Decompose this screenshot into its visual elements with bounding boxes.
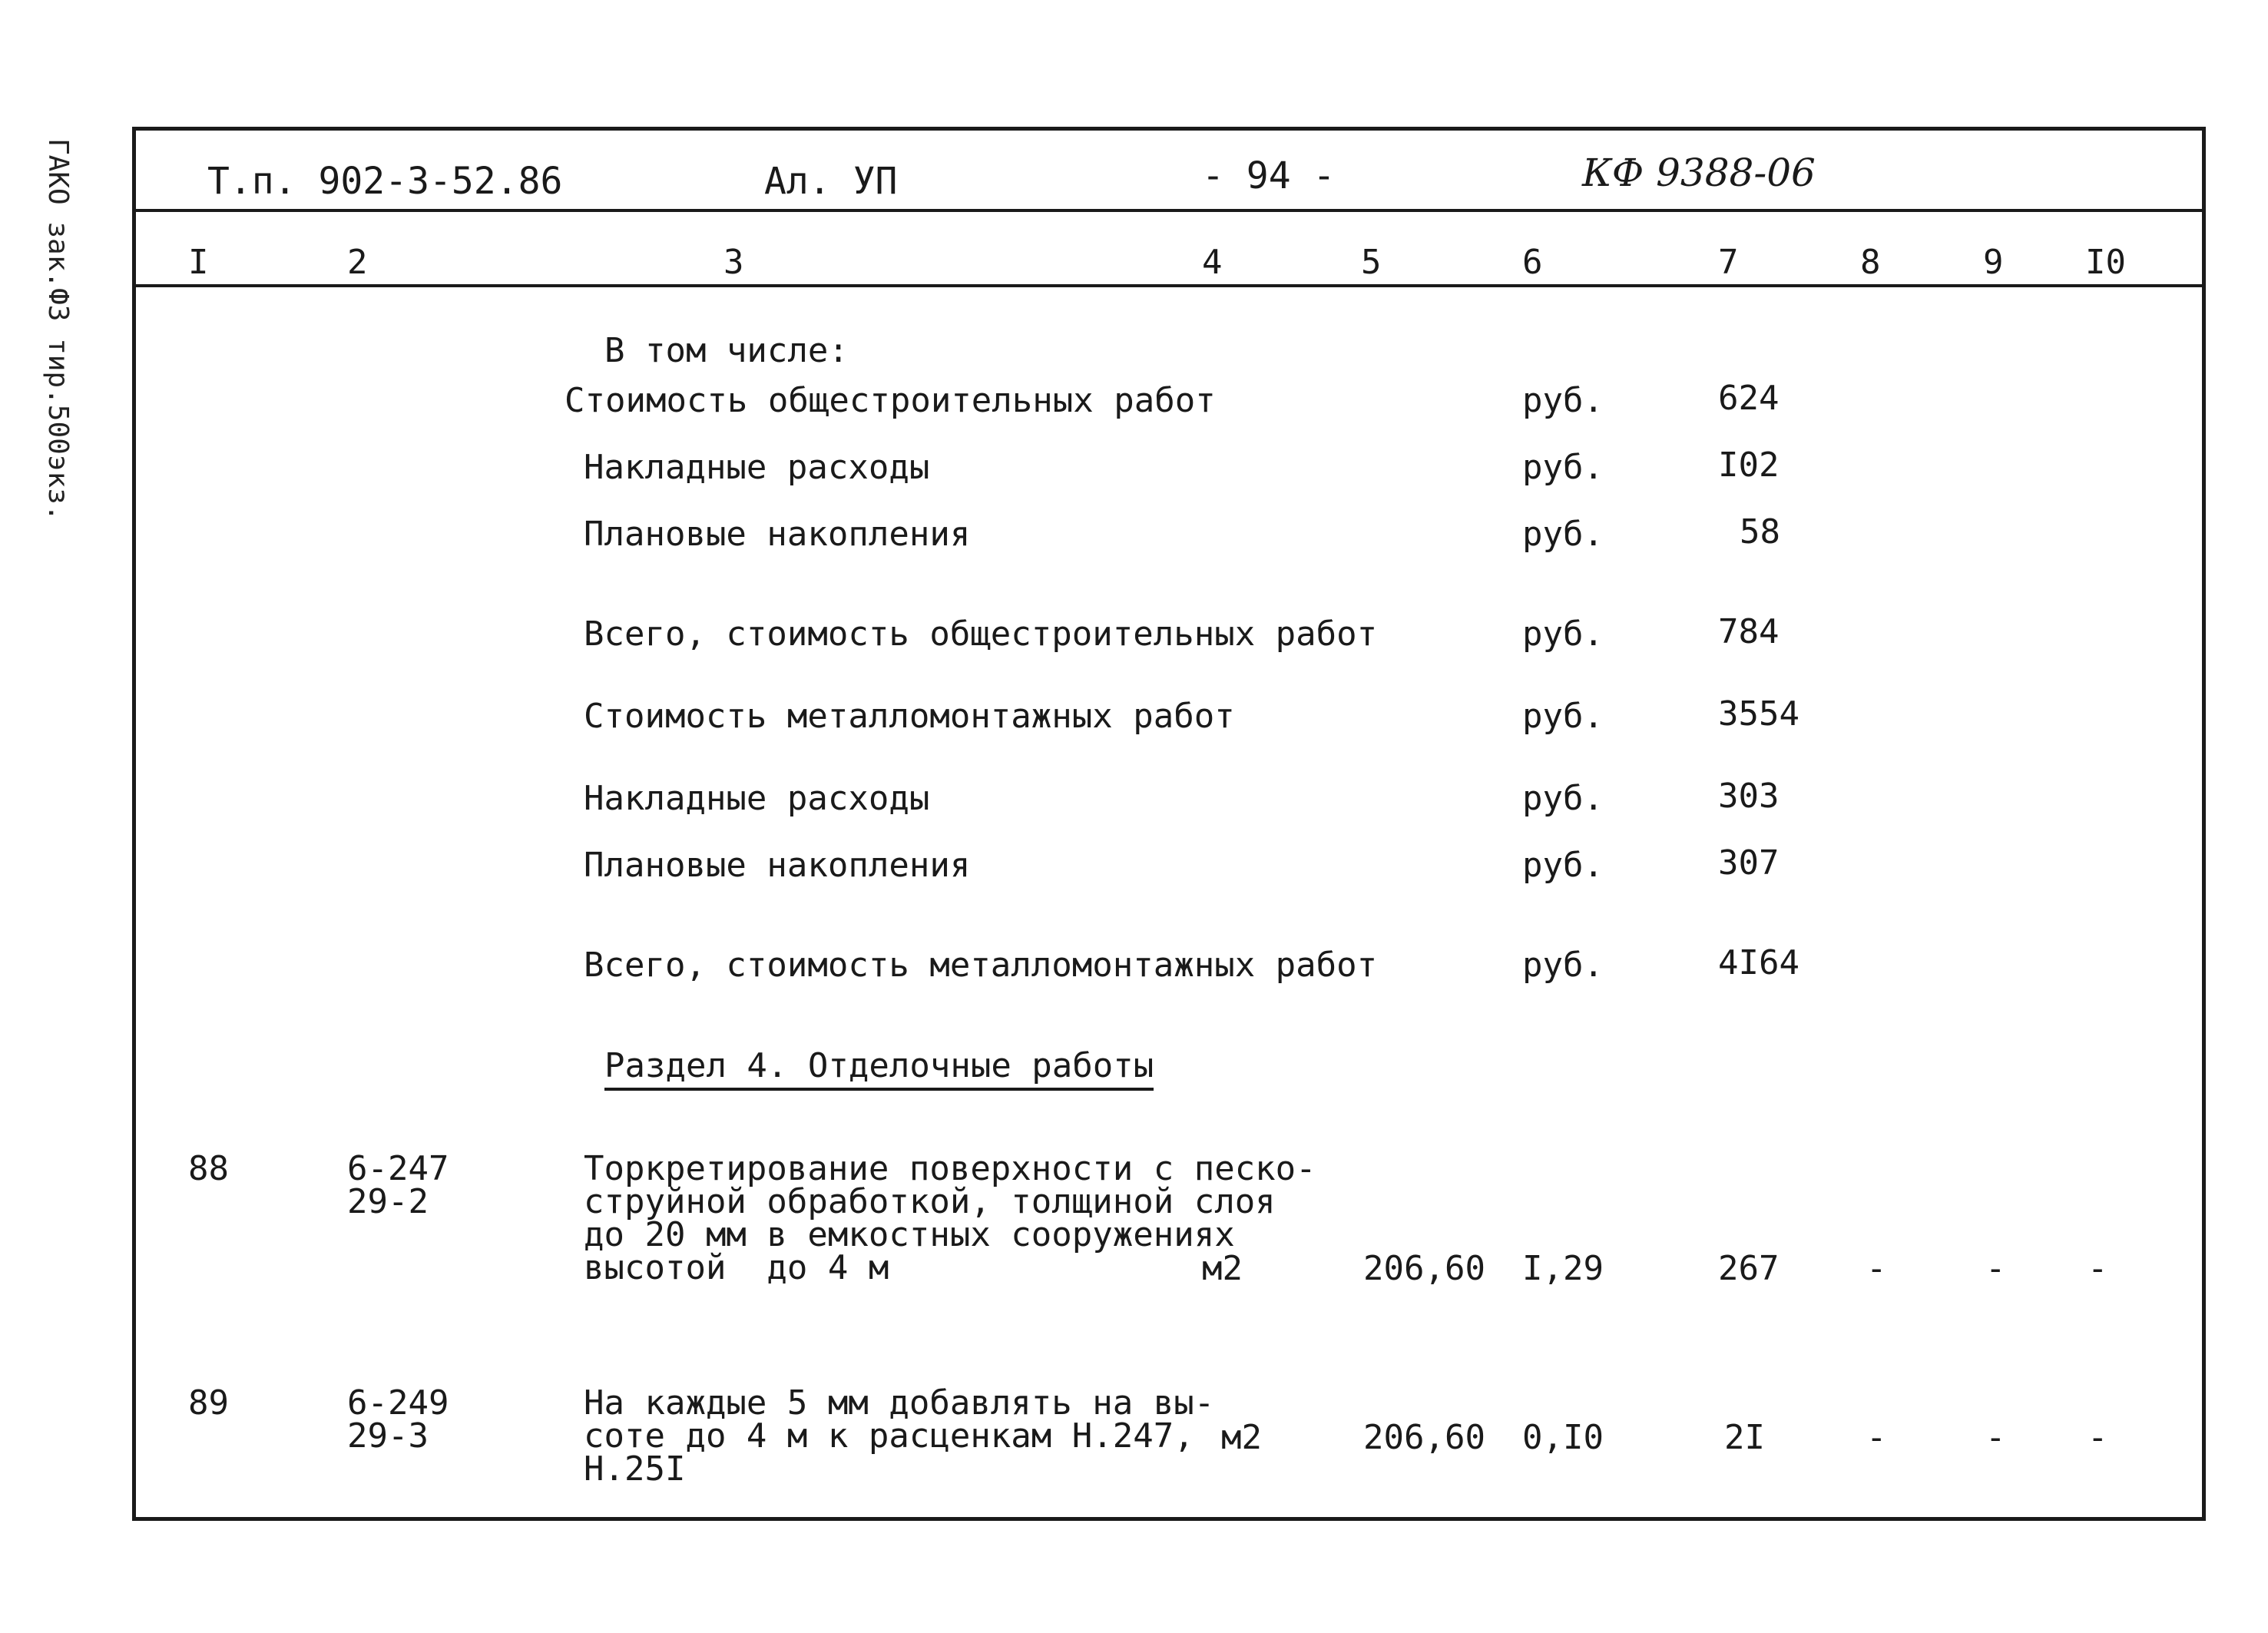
item-col8: - [1866, 1418, 1887, 1457]
summary-unit: руб. [1522, 614, 1604, 654]
item-price: I,29 [1522, 1249, 1604, 1288]
summary-value: I02 [1718, 446, 1780, 485]
col-1: I [188, 243, 209, 282]
page-number: - 94 - [1202, 154, 1336, 197]
item-unit: м2 [1221, 1418, 1262, 1457]
side-stamp: ГАКО зак.Ф3 тир.500экз. [42, 138, 74, 522]
summary-label: Накладные расходы [584, 448, 930, 487]
col-8: 8 [1860, 243, 1881, 282]
summary-label: Плановые накопления [584, 515, 971, 554]
summary-unit: руб. [1522, 846, 1604, 885]
form-frame [132, 127, 2206, 1521]
summary-label: Плановые накопления [584, 846, 971, 885]
columns-divider [132, 284, 2206, 287]
summary-value: 3554 [1718, 694, 1800, 734]
item-quantity: 206,60 [1363, 1249, 1485, 1288]
item-col9: - [1985, 1418, 2006, 1457]
col-4: 4 [1202, 243, 1223, 282]
item-total: 267 [1718, 1249, 1780, 1288]
summary-unit: руб. [1522, 779, 1604, 818]
item-code: 6-249 29-3 [347, 1383, 449, 1456]
summary-value: 624 [1718, 379, 1780, 418]
item-col10: - [2088, 1418, 2108, 1457]
item-unit: м2 [1202, 1249, 1243, 1288]
summary-label: Всего, стоимость металломонтажных работ [584, 946, 1378, 985]
document-code: КФ 9388-06 [1582, 151, 1816, 195]
summary-unit: руб. [1522, 448, 1604, 487]
item-col10: - [2088, 1249, 2108, 1288]
item-code: 6-247 29-2 [347, 1149, 449, 1221]
item-col9: - [1985, 1249, 2006, 1288]
section-title: Раздел 4. Отделочные работы [604, 1049, 1154, 1091]
summary-label: Всего, стоимость общестроительных работ [584, 614, 1378, 654]
summary-label: Накладные расходы [584, 779, 930, 818]
item-col8: - [1866, 1249, 1887, 1288]
summary-value: 303 [1718, 777, 1780, 816]
summary-label: Стоимость общестроительных работ [565, 381, 1216, 420]
item-price: 0,I0 [1522, 1418, 1604, 1457]
summary-value: 784 [1718, 612, 1780, 651]
summary-value: 307 [1718, 843, 1780, 883]
col-5: 5 [1361, 243, 1382, 282]
item-number: 88 [188, 1149, 229, 1188]
summary-label: Стоимость металломонтажных работ [584, 697, 1235, 736]
header-divider [132, 209, 2206, 212]
summary-unit: руб. [1522, 381, 1604, 420]
summary-value: 4I64 [1718, 943, 1800, 982]
col-2: 2 [347, 243, 368, 282]
tp-number: Т.п. 902-3-52.86 [207, 160, 563, 203]
item-description: Торкретирование поверхности с песко- струйной обработкой, толщиной слоя до 20 мм в емкостных сооружениях высотой до 4 м [584, 1149, 1316, 1287]
col-9: 9 [1983, 243, 2004, 282]
summary-unit: руб. [1522, 946, 1604, 985]
col-10: I0 [2085, 243, 2126, 282]
summary-value: 58 [1740, 512, 1780, 552]
item-quantity: 206,60 [1363, 1418, 1485, 1457]
item-total: 2I [1724, 1418, 1765, 1457]
col-6: 6 [1522, 243, 1543, 282]
col-3: 3 [723, 243, 744, 282]
summary-unit: руб. [1522, 515, 1604, 554]
item-number: 89 [188, 1383, 229, 1423]
item-description: На каждые 5 мм добавлять на вы- соте до 4 м к расценкам Н.247, Н.25I [584, 1383, 1215, 1489]
album-number: Ал. УП [764, 160, 898, 203]
summary-intro: В том числе: [604, 331, 849, 370]
summary-unit: руб. [1522, 697, 1604, 736]
col-7: 7 [1718, 243, 1739, 282]
